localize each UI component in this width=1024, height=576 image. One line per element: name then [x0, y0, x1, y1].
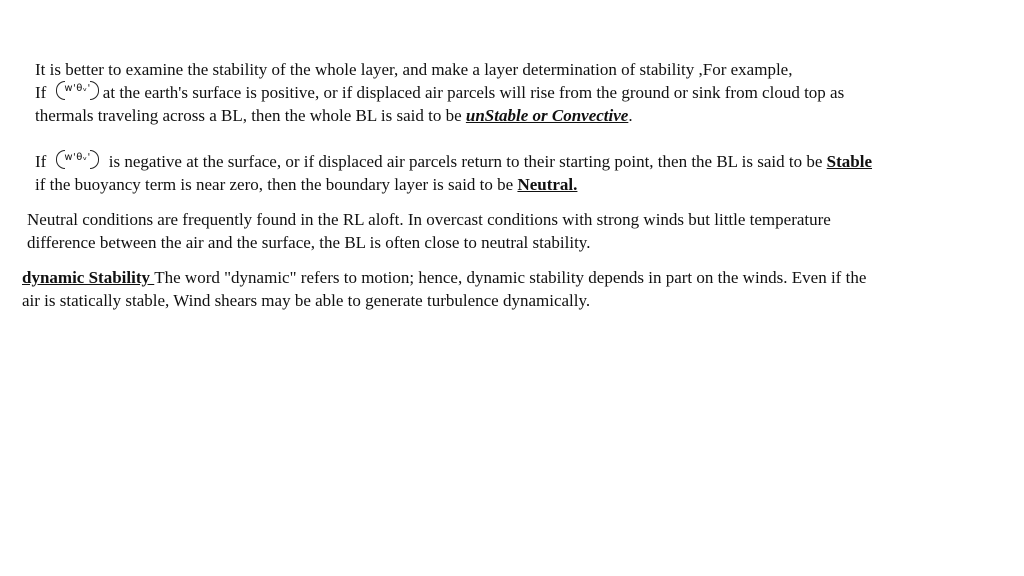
paragraph-neutral-conditions	[27, 208, 987, 254]
p2-line1-text: is negative at the surface, or if displaced air parcels return to their starting point, then the BL is said to be	[108, 152, 827, 171]
p1-line2	[35, 81, 985, 104]
p2-line2-pre: if the buoyancy term is near zero, then the boundary layer is said to be	[35, 175, 518, 194]
paragraph-dynamic-stability	[22, 266, 1012, 312]
buoyancy-flux-formula: w'θᵥ'	[56, 82, 98, 101]
term-dynamic-stability: dynamic Stability	[22, 268, 155, 287]
p4-line1	[22, 266, 1012, 289]
buoyancy-flux-formula: w'θᵥ'	[56, 151, 98, 170]
if-label: If	[35, 83, 47, 102]
p1-line3-pre: thermals traveling across a BL, then the whole BL is said to be	[35, 106, 466, 125]
p1-line1: It is better to examine the stability of the whole layer, and make a layer determination of stability ,For example,	[35, 60, 793, 79]
term-unstable-convective: unStable or Convective	[465, 106, 629, 125]
p3-line2: difference between the air and the surface, the BL is often close to neutral stability.	[27, 233, 591, 252]
p1-line3-post: .	[628, 106, 633, 125]
p2-line1	[35, 150, 1015, 173]
term-stable: Stable	[826, 152, 873, 171]
p4-line2: air is statically stable, Wind shears may be able to generate turbulence dynamically.	[22, 291, 591, 310]
p4-line1-text: The word "dynamic" refers to motion; hence, dynamic stability depends in part on the winds. Even if the	[154, 268, 867, 287]
p2-line2	[35, 173, 1015, 196]
term-neutral: Neutral.	[517, 175, 578, 194]
paragraph-stable-neutral	[35, 150, 1015, 196]
p1-line2-text: at the earth's surface is positive, or if displaced air parcels will rise from the ground or sink from cloud top as	[102, 83, 845, 102]
p3-line1: Neutral conditions are frequently found in the RL aloft. In overcast conditions with strong winds but little temperature	[27, 210, 831, 229]
p1-line3	[35, 104, 985, 127]
if-label: If	[35, 152, 47, 171]
paragraph-unstable	[35, 58, 985, 127]
